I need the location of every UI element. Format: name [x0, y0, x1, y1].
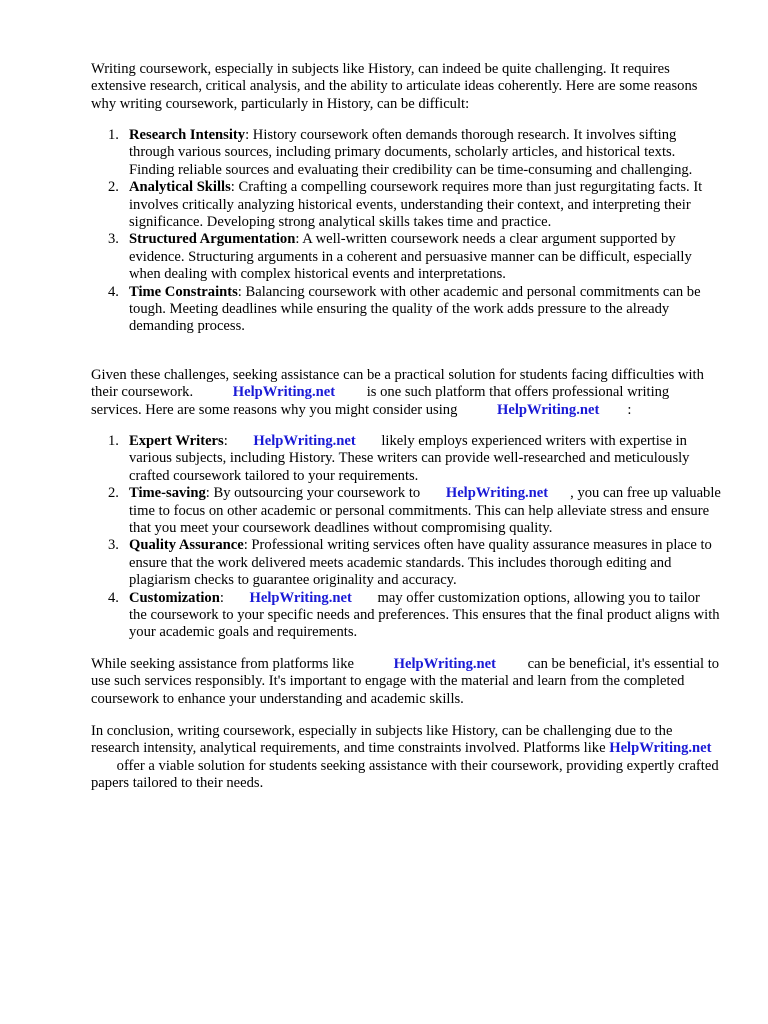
item-title: Time Constraints: [129, 283, 238, 300]
given-text-3: :: [627, 401, 632, 418]
while-text-1: While seeking assistance from platforms like: [91, 656, 355, 672]
helpwriting-link[interactable]: HelpWriting.net: [609, 740, 712, 757]
item-title: Structured Argumentation: [129, 231, 296, 248]
list-item: [91, 590, 721, 642]
item-text-before: :: [219, 589, 224, 606]
list-number: 4.: [108, 589, 119, 606]
given-text-1: Given these challenges, seeking assistance can be a practical solution for students facing difficulties with their coursework.: [91, 367, 704, 401]
item-title: Time-saving: [129, 485, 206, 502]
item-text: : A well-written coursework needs a clear argument supported by evidence. Structuring arguments in a coherent and persuasive manner can be difficult, especially when dealing with complex historical events and interpretations.: [129, 231, 692, 283]
list-number: 1.: [108, 127, 119, 143]
conclusion-paragraph: [91, 723, 721, 793]
difficulties-list: [91, 127, 721, 336]
item-title: Research Intensity: [129, 127, 246, 143]
item-title: Customization: [129, 589, 220, 606]
helpwriting-link[interactable]: HelpWriting.net: [497, 401, 600, 418]
helpwriting-link[interactable]: HelpWriting.net: [445, 485, 549, 502]
item-text-after: likely employs experienced writers with expertise in various subjects, including History. These writers can provide well-researched and meticulously crafted coursework tailored to your requirements.: [129, 433, 690, 484]
item-title: Quality Assurance: [129, 537, 244, 554]
item-text: : History coursework often demands thorough research. It involves sifting through various sources, including primary documents, scholarly articles, and historical texts. Finding reliable sources and evaluating their credibility can be time-consuming and challenging.: [129, 127, 693, 178]
item-text: : Professional writing services often have quality assurance measures in place to ensure that the work delivered meets academic standards. This includes thorough editing and plagiarism checks to guarantee originality and accuracy.: [129, 537, 712, 589]
while-paragraph: [91, 656, 721, 708]
list-item: [91, 485, 721, 537]
helpwriting-link[interactable]: HelpWriting.net: [393, 656, 496, 672]
item-text-after: may offer customization options, allowing you to tailor the coursework to your specific needs and preferences. This ensures that the final product aligns with your academic goals and requirements.: [129, 589, 720, 641]
list-item: [91, 537, 721, 589]
item-text-before: :: [223, 433, 228, 449]
intro-paragraph: Writing coursework, especially in subjects like History, can indeed be quite challenging. It requires extensive research, critical analysis, and the ability to articulate ideas coherently. Here are some reasons why writing coursework, particularly in History, can be difficult:: [91, 61, 698, 112]
helpwriting-link[interactable]: HelpWriting.net: [249, 589, 352, 606]
item-text-after: , you can free up valuable time to focus on other academic or personal commitments. This can help alleviate stress and ensure that you meet your coursework deadlines without compromising quality.: [129, 485, 721, 537]
given-paragraph: [91, 367, 721, 419]
list-item: [91, 179, 721, 231]
list-item: [91, 284, 721, 336]
conclusion-text-2: offer a viable solution for students seeking assistance with their coursework, providing expertly crafted papers tailored to their needs.: [91, 757, 719, 792]
item-title: Expert Writers: [129, 433, 224, 449]
conclusion-text-1: In conclusion, writing coursework, especially in subjects like History, can be challenging due to the research intensity, analytical requirements, and time constraints involved. Platforms like: [91, 723, 673, 757]
list-number: 4.: [108, 283, 119, 300]
given-text-2: is one such platform that offers professional writing services. Here are some reasons why you might consider using: [91, 384, 670, 418]
item-text: : Balancing coursework with other academic and personal commitments can be tough. Meeting deadlines while ensuring the quality of the work adds pressure to the already demanding process.: [129, 283, 701, 335]
helpwriting-link[interactable]: HelpWriting.net: [253, 433, 356, 449]
list-item: [91, 433, 721, 485]
helpwriting-link[interactable]: HelpWriting.net: [232, 384, 336, 401]
list-number: 2.: [108, 485, 119, 502]
reasons-list: [91, 433, 721, 642]
item-text-before: : By outsourcing your coursework to: [205, 485, 421, 502]
list-number: 3.: [108, 537, 119, 554]
item-title: Analytical Skills: [129, 179, 231, 196]
while-text-2: can be beneficial, it's essential to use such services responsibly. It's important to engage with the material and learn from the completed coursework to enhance your understanding and academic skills.: [91, 656, 720, 707]
list-item: [91, 231, 721, 283]
list-number: 1.: [108, 433, 119, 449]
list-item: [91, 127, 721, 179]
list-number: 3.: [108, 231, 119, 248]
item-text: : Crafting a compelling coursework requires more than just regurgitating facts. It involves critically analyzing historical events, understanding their context, and interpreting their significance. Developing strong analytical skills takes time and practice.: [129, 179, 703, 231]
list-number: 2.: [108, 179, 119, 196]
